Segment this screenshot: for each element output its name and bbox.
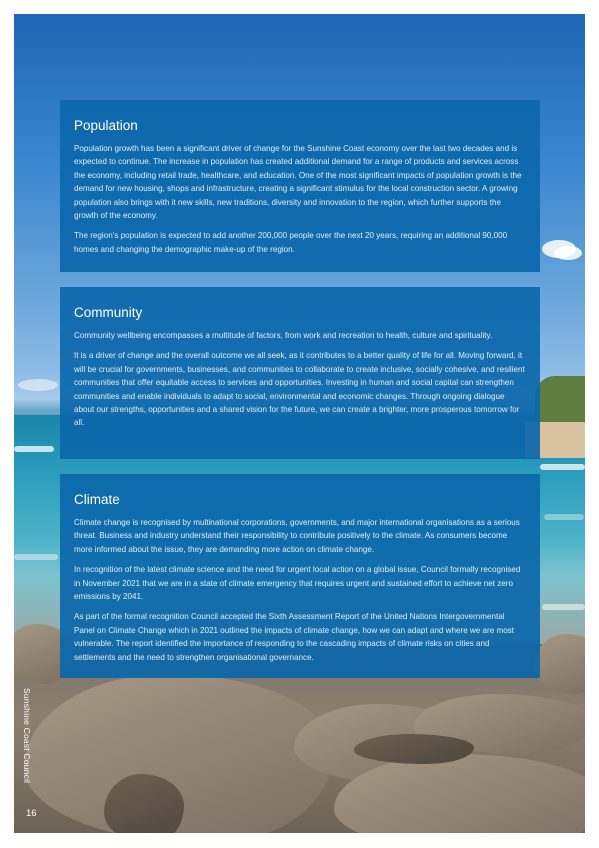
paragraph: It is a driver of change and the overall outcome we all seek, as it contributes to a better quality of life for all. Moving forward, it will be crucial for governments, businesses, and communities to collaborate to create inclusive, socially cohesive, and resilient communities that offer equitable access to services and opportunities. Investing in human and social capital can strengthen communities and enable individuals to adapt to social, environmental and economic changes. Through ongoing dialogue about our strengths, opportunities and a shared vision for the future, we can create a brighter, more prosperous tomorrow for all.	[74, 351, 525, 428]
wave-foam	[14, 554, 58, 560]
wave-foam	[540, 464, 585, 470]
wave-foam	[544, 514, 584, 520]
publisher-label: Sunshine Coast Council	[22, 688, 32, 784]
population-panel	[60, 100, 540, 272]
cloud	[18, 379, 58, 391]
wave-foam	[14, 446, 54, 452]
wave-foam	[542, 604, 585, 610]
paragraph: Climate change is recognised by multinational corporations, governments, and major international organisations as a serious threat. Business and industry understand their responsibility to contribute positively to the climate. As consumers become more informed about the issue, they are demanding more action on climate change.	[74, 518, 520, 554]
rock	[104, 774, 184, 833]
headland	[535, 376, 585, 426]
cloud	[554, 246, 582, 260]
paragraph: In recognition of the latest climate science and the need for urgent local action on a global issue, Council formally recognised in November 2021 that we are in a state of climate emergency that requires urgent and sustained effort to achieve net zero emissions by 2041.	[74, 565, 521, 602]
rock	[354, 734, 474, 764]
paragraph: The region’s population is expected to add another 200,000 people over the next 20 years, requiring an additional 90,000 homes and changing the demographic make-up of the region.	[74, 231, 508, 254]
section-title: Climate	[74, 492, 120, 507]
community-panel	[60, 287, 540, 459]
section-title: Population	[74, 118, 138, 133]
paragraph: As part of the formal recognition Council accepted the Sixth Assessment Report of the United Nations Intergovernmental Panel on Climate Change which in 2021 outlined the impacts of climate change, how we can adapt and where we are most vulnerable. The report identified the importance of responding to the cascading impacts of climate risks on cities and settlements and the need to strengthen organisational governance.	[74, 612, 515, 662]
paragraph: Population growth has been a significant driver of change for the Sunshine Coast economy over the last two decades and is expected to continue. The increase in population has created additional demand for a range of products and services across the economy, including retail trade, healthcare, and education. One of the most significant impacts of population growth is the demand for new housing, shops and infrastructure, creating a significant stimulus for the local construction sector. A growing population also brings with it new skills, new traditions, diversity and innovation to the region, which further supports the growth of the economy.	[74, 144, 522, 221]
section-title: Community	[74, 305, 143, 320]
page-number: 16	[26, 808, 37, 819]
climate-panel	[60, 474, 540, 678]
paragraph: Community wellbeing encompasses a multitude of factors, from work and recreation to health, culture and spirituality.	[74, 331, 493, 340]
